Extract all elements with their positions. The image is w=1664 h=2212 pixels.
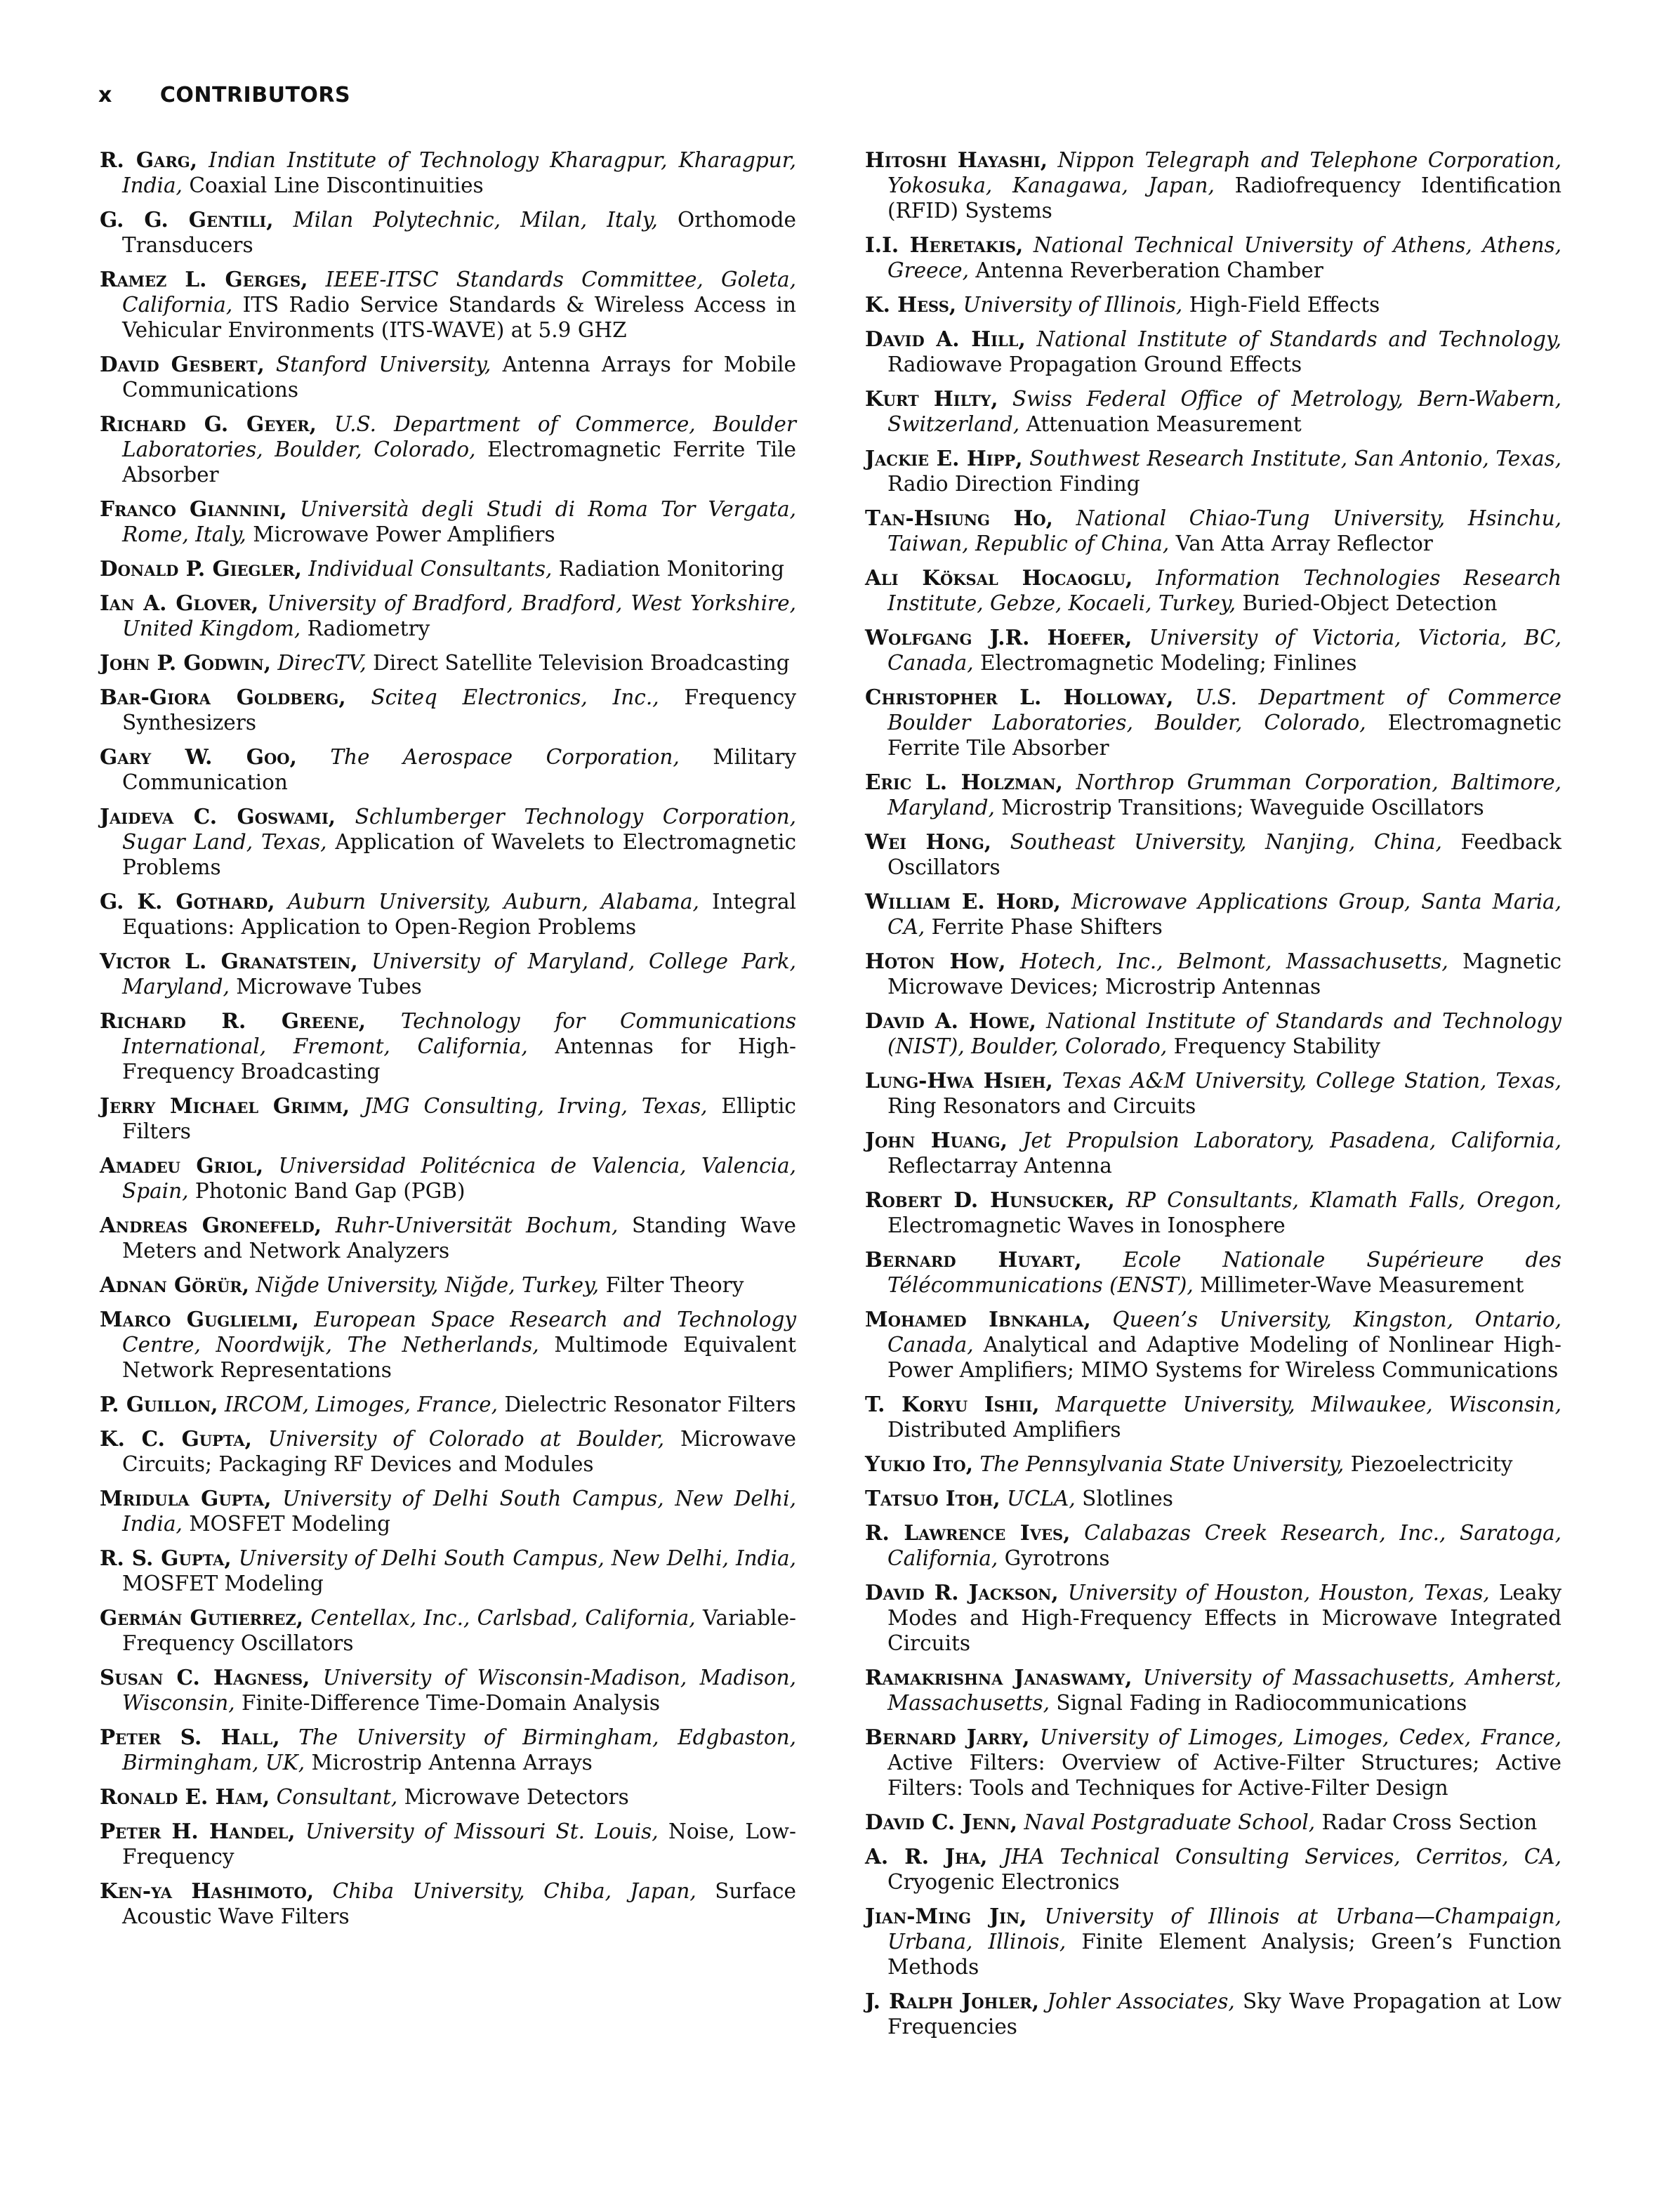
contributor-entry [100, 1093, 796, 1144]
contributor-entry [865, 1392, 1561, 1442]
contributor-entry [865, 1486, 1561, 1511]
contributor-affiliation: IRCOM, Limoges, France, [224, 1393, 498, 1416]
contributor-topics: Radiation Monitoring [558, 557, 785, 581]
contributor-topics: Radio Direction Finding [887, 472, 1140, 496]
contributor-affiliation: Jet Propulsion Laboratory, Pasadena, California, [1022, 1128, 1561, 1152]
contributor-name: Ken-ya Hashimoto, [100, 1878, 315, 1903]
contributor-affiliation: Auburn University, Auburn, Alabama, [287, 890, 699, 914]
contributor-entry [865, 506, 1561, 556]
contributor-affiliation: Marquette University, Milwaukee, Wisconsin, [1055, 1393, 1561, 1416]
contributor-topics: Integral Equations: Application to Open-Region Problems [122, 890, 796, 939]
contributor-entry [100, 1878, 796, 1929]
contributor-topics: Variable-Frequency Oscillators [122, 1606, 796, 1655]
contributor-entry [865, 1844, 1561, 1895]
contributor-topics: Ring Resonators and Circuits [887, 1094, 1196, 1118]
contributor-affiliation: University of Maryland, College Park, Maryland, [122, 949, 796, 999]
contributor-entry [865, 1580, 1561, 1656]
contributor-name: Christopher L. Holloway, [865, 685, 1174, 709]
contributor-affiliation: University of Massachusetts, Amherst, Massachusetts, [887, 1666, 1561, 1715]
contributor-name: Wei Hong, [865, 829, 992, 854]
contributor-affiliation: National Institute of Standards and Technology (NIST), Boulder, Colorado, [887, 1009, 1561, 1058]
contributor-topics: Buried-Object Detection [1242, 591, 1498, 615]
contributor-affiliation: Niğde University, Niğde, Turkey, [256, 1273, 600, 1297]
contributor-affiliation: National Institute of Standards and Technology, [1036, 327, 1561, 351]
contributor-affiliation: Schlumberger Technology Corporation, Sugar Land, Texas, [122, 805, 797, 854]
contributor-topics: Noise, Low-Frequency [122, 1819, 796, 1869]
contributor-affiliation: National Chiao-Tung University, Hsinchu, Taiwan, Republic of China, [887, 506, 1561, 555]
contributor-topics: Slotlines [1082, 1487, 1173, 1510]
contributor-affiliation: Milan Polytechnic, Milan, Italy, [293, 208, 658, 232]
contributor-topics: Sky Wave Propagation at Low Frequencies [887, 1989, 1561, 2039]
contributor-name: G. G. Gentili, [100, 207, 274, 232]
contributor-entry [100, 496, 796, 547]
contributor-entry [865, 327, 1561, 377]
contributor-affiliation: Naval Postgraduate School, [1024, 1810, 1316, 1834]
contributor-name: A. R. Jha, [865, 1844, 988, 1869]
contributor-topics: Antenna Reverberation Chamber [975, 258, 1323, 282]
contributor-affiliation: IEEE-ITSC Standards Committee, Goleta, California, [122, 268, 796, 317]
contributor-entry [865, 829, 1561, 880]
left-column [100, 147, 796, 1938]
contributor-entry [100, 1153, 796, 1204]
contributor-entry [865, 1008, 1561, 1059]
contributor-entry [865, 1307, 1561, 1383]
page-number: x [98, 83, 112, 107]
contributor-topics: Ferrite Phase Shifters [931, 915, 1163, 939]
contributor-topics: Van Atta Array Reflector [1175, 532, 1433, 555]
contributor-name: David Gesbert, [100, 352, 265, 376]
contributor-entry [100, 1307, 796, 1383]
contributor-entry [100, 591, 796, 641]
contributor-affiliation: Chiba University, Chiba, Japan, [332, 1879, 696, 1903]
contributor-entry [100, 1725, 796, 1775]
contributor-topics: Microwave Circuits; Packaging RF Devices and Modules [122, 1427, 796, 1476]
contributor-topics: Frequency Synthesizers [122, 685, 796, 735]
contributor-name: Mohamed Ibnkahla, [865, 1307, 1091, 1331]
contributor-entry [865, 1068, 1561, 1119]
contributor-entry [100, 650, 796, 676]
contributor-name: Mridula Gupta, [100, 1486, 272, 1510]
contributor-affiliation: National Technical University of Athens, Athens, Greece, [887, 233, 1561, 282]
contributor-name: John Huang, [865, 1128, 1008, 1152]
contributor-topics: Filter Theory [605, 1273, 744, 1297]
contributor-topics: Finite-Difference Time-Domain Analysis [242, 1691, 661, 1715]
page-header [98, 83, 350, 107]
contributor-affiliation: JMG Consulting, Irving, Texas, [364, 1094, 708, 1118]
contributor-entry [100, 1213, 796, 1263]
contributor-topics: Millimeter-Wave Measurement [1200, 1273, 1524, 1297]
contributor-topics: Microwave Detectors [404, 1785, 629, 1809]
contributor-entry [865, 232, 1561, 283]
contributor-topics: Electromagnetic Modeling; Finlines [980, 651, 1357, 675]
contributor-name: David R. Jackson, [865, 1580, 1059, 1605]
contributor-name: Andreas Gronefeld, [100, 1213, 322, 1237]
contributor-affiliation: Nippon Telegraph and Telephone Corporation, Yokosuka, Kanagawa, Japan, [887, 148, 1561, 197]
contributor-entry [865, 1810, 1561, 1835]
contributor-topics: Electromagnetic Ferrite Tile Absorber [122, 437, 796, 487]
contributor-affiliation: European Space Research and Technology Centre, Noordwijk, The Netherlands, [122, 1308, 796, 1357]
contributor-affiliation: U.S. Department of Commerce, Boulder Laboratories, Boulder, Colorado, [122, 412, 796, 461]
contributor-affiliation: University of Houston, Houston, Texas, [1067, 1581, 1490, 1605]
contributor-affiliation: Southwest Research Institute, San Antonio, Texas, [1029, 447, 1561, 470]
contributor-name: David A. Howe, [865, 1008, 1036, 1033]
contributor-affiliation: University of Bradford, Bradford, West Yorkshire, United Kingdom, [122, 591, 796, 640]
contributor-topics: Microwave Tubes [236, 975, 422, 999]
contributor-entry [865, 1520, 1561, 1571]
contributor-affiliation: Calabazas Creek Research, Inc., Saratoga, California, [887, 1521, 1561, 1570]
contributor-topics: Radiowave Propagation Ground Effects [887, 353, 1302, 376]
contributor-topics: Piezoelectricity [1350, 1452, 1513, 1476]
contributor-name: Germán Gutierrez, [100, 1605, 304, 1630]
contributor-name: Kurt Hilty, [865, 386, 998, 411]
contributor-topics: Leaky Modes and High-Frequency Effects in Microwave Integrated Circuits [887, 1581, 1561, 1655]
contributor-entry [865, 889, 1561, 940]
contributor-entry [100, 1605, 796, 1656]
contributor-affiliation: Individual Consultants, [308, 557, 553, 581]
contributor-topics: Magnetic Microwave Devices; Microstrip Antennas [887, 949, 1561, 999]
contributor-entry [100, 207, 796, 258]
contributor-topics: Electromagnetic Waves in Ionosphere [887, 1213, 1286, 1237]
contributor-name: Lung-Hwa Hsieh, [865, 1068, 1053, 1093]
contributor-entry [865, 770, 1561, 820]
contributor-entry [100, 1784, 796, 1810]
contributor-affiliation: Technology for Communications International, Fremont, California, [122, 1009, 796, 1058]
right-column [865, 147, 1561, 2048]
contributor-name: K. Hess, [865, 292, 957, 317]
contributor-topics: Microstrip Antenna Arrays [311, 1751, 593, 1775]
contributor-topics: Finite Element Analysis; Green’s Function Methods [887, 1930, 1561, 1979]
contributor-name: John P. Godwin, [100, 650, 271, 675]
contributor-name: G. K. Gothard, [100, 889, 275, 914]
contributor-entry [100, 267, 796, 343]
contributor-name: Robert D. Hunsucker, [865, 1187, 1115, 1212]
contributor-name: Jian-Ming Jin, [865, 1904, 1027, 1928]
contributor-entry [100, 1008, 796, 1084]
contributor-name: Victor L. Granatstein, [100, 949, 358, 973]
contributor-name: Hoton How, [865, 949, 1006, 973]
contributor-affiliation: DirecTV, [277, 651, 367, 675]
contributor-affiliation: University of Missouri St. Louis, [305, 1819, 659, 1843]
contributor-topics: Surface Acoustic Wave Filters [122, 1879, 796, 1928]
contributor-name: Bernard Huyart, [865, 1247, 1082, 1272]
contributor-entry [100, 804, 796, 880]
contributor-name: Jaideva C. Goswami, [100, 804, 336, 829]
contributor-entry [100, 744, 796, 795]
contributor-affiliation: UCLA, [1007, 1487, 1076, 1510]
contributor-affiliation: Texas A&M University, College Station, Texas, [1062, 1069, 1561, 1093]
contributor-affiliation: Sciteq Electronics, Inc., [371, 685, 659, 709]
contributor-affiliation: University of Delhi South Campus, New Delhi, India, [122, 1487, 796, 1536]
contributor-name: Ali Köksal Hocaoglu, [865, 565, 1133, 590]
contributor-topics: Frequency Stability [1173, 1034, 1380, 1058]
contributor-name: Peter S. Hall, [100, 1725, 280, 1749]
contributor-affiliation: Hotech, Inc., Belmont, Massachusetts, [1019, 949, 1448, 973]
contributor-name: Franco Giannini, [100, 496, 287, 521]
contributor-topics: Direct Satellite Television Broadcasting [373, 651, 790, 675]
contributor-topics: Cryogenic Electronics [887, 1870, 1120, 1894]
contributor-name: J. Ralph Johler, [865, 1989, 1039, 2013]
contributor-topics: Signal Fading in Radiocommunications [1056, 1691, 1467, 1715]
contributor-topics: Photonic Band Gap (PGB) [194, 1179, 465, 1203]
contributor-topics: MOSFET Modeling [122, 1572, 324, 1595]
contributor-name: R. Garg, [100, 147, 197, 172]
contributor-affiliation: The University of Birmingham, Edgbaston, Birmingham, UK, [122, 1725, 796, 1775]
contributor-affiliation: JHA Technical Consulting Services, Cerritos, CA, [1003, 1845, 1561, 1869]
contributor-topics: Radiometry [307, 617, 430, 640]
contributor-affiliation: University of Limoges, Limoges, Cedex, France, [1039, 1725, 1561, 1749]
contributor-topics: Military Communication [122, 745, 796, 794]
contributor-affiliation: Southeast University, Nanjing, China, [1010, 830, 1442, 854]
contributor-entry [865, 446, 1561, 496]
contributor-affiliation: RP Consultants, Klamath Falls, Oregon, [1125, 1188, 1561, 1212]
contributor-topics: Analytical and Adaptive Modeling of Nonlinear High-Power Amplifiers; MIMO Systems for Wireless Communications [887, 1333, 1561, 1382]
contributor-topics: Distributed Amplifiers [887, 1418, 1121, 1442]
contributor-topics: Elliptic Filters [122, 1094, 796, 1143]
contributor-affiliation: University of Delhi South Campus, New Delhi, India, [238, 1546, 796, 1570]
contributor-entry [100, 412, 796, 487]
contributor-entry [865, 949, 1561, 999]
contributor-name: Bernard Jarry, [865, 1725, 1030, 1749]
contributor-entry [100, 1665, 796, 1716]
contributor-topics: Application of Wavelets to Electromagnetic Problems [122, 830, 797, 879]
contributor-entry [865, 625, 1561, 676]
contributor-affiliation: Ecole Nationale Supérieure des Télécommunications (ENST), [887, 1248, 1561, 1297]
contributor-entry [865, 386, 1561, 437]
contributor-entry [865, 1247, 1561, 1298]
contributor-topics: High-Field Effects [1189, 293, 1380, 317]
contributor-entry [100, 1272, 796, 1298]
contributor-affiliation: Johler Associates, [1047, 1989, 1235, 2013]
contributor-affiliation: Ruhr-Universität Bochum, [335, 1213, 619, 1237]
section-title: CONTRIBUTORS [159, 83, 351, 107]
contributor-name: Eric L. Holzman, [865, 770, 1063, 794]
contributor-affiliation: U.S. Department of Commerce Boulder Laboratories, Boulder, Colorado, [887, 685, 1561, 735]
contributor-topics: Orthomode Transducers [122, 208, 796, 257]
contributor-name: Adnan Görür, [100, 1272, 250, 1297]
contributor-topics: Feedback Oscillators [887, 830, 1562, 879]
contributor-name: P. Guillon, [100, 1392, 218, 1416]
contributor-affiliation: University of Wisconsin-Madison, Madison, Wisconsin, [122, 1666, 796, 1715]
contributor-topics: Antennas for High-Frequency Broadcasting [122, 1034, 797, 1084]
contributor-name: Amadeu Griol, [100, 1153, 264, 1178]
contributor-affiliation: The Aerospace Corporation, [330, 745, 680, 769]
contributor-name: Yukio Ito, [865, 1451, 974, 1476]
contributor-topics: Electromagnetic Ferrite Tile Absorber [887, 711, 1561, 760]
contributor-affiliation: Università degli Studi di Roma Tor Vergata, Rome, Italy, [122, 497, 796, 546]
contributor-name: William E. Hord, [865, 889, 1061, 914]
contributor-name: Ramez L. Gerges, [100, 267, 308, 291]
contributor-topics: Multimode Equivalent Network Representations [122, 1333, 796, 1382]
contributor-name: Peter H. Handel, [100, 1819, 296, 1843]
contributor-entry [865, 1187, 1561, 1238]
contributor-topics: Antenna Arrays for Mobile Communications [122, 353, 796, 402]
contributor-entry [100, 1819, 796, 1869]
contributor-entry [100, 685, 796, 735]
contributor-name: Hitoshi Hayashi, [865, 147, 1048, 172]
contributor-entry [865, 1989, 1561, 2039]
contributor-topics: ITS Radio Service Standards & Wireless Access in Vehicular Environments (ITS-WAVE) at 5.9 GHZ [122, 293, 796, 342]
contributor-name: Ronald E. Ham, [100, 1784, 270, 1809]
contributor-topics: Radar Cross Section [1321, 1810, 1538, 1834]
contributor-affiliation: Stanford University, [275, 353, 491, 376]
contributor-name: Jackie E. Hipp, [865, 446, 1023, 470]
contributor-entry [100, 556, 796, 581]
contributor-entry [100, 1392, 796, 1417]
contributor-name: K. C. Gupta, [100, 1426, 252, 1451]
contributor-name: David C. Jenn, [865, 1810, 1018, 1834]
contributor-name: Jerry Michael Grimm, [100, 1093, 350, 1118]
contributor-name: R. S. Gupta, [100, 1546, 232, 1570]
contributor-name: Donald P. Giegler, [100, 556, 302, 581]
contributor-entry [865, 685, 1561, 761]
contributor-affiliation: University of Illinois, [963, 293, 1183, 317]
contributor-name: Ramakrishna Janaswamy, [865, 1665, 1133, 1690]
contributor-entry [100, 1426, 796, 1477]
contributor-entry [100, 352, 796, 402]
contributor-name: Ian A. Glover, [100, 591, 259, 615]
contributor-entry [865, 1725, 1561, 1800]
contributor-entry [865, 147, 1561, 223]
contributor-name: Marco Guglielmi, [100, 1307, 299, 1331]
contributor-topics: Reflectarray Antenna [887, 1154, 1112, 1178]
contributor-affiliation: Swiss Federal Office of Metrology, Bern-Wabern, Switzerland, [887, 387, 1561, 436]
contributor-name: R. Lawrence Ives, [865, 1520, 1071, 1545]
contributor-name: Gary W. Goo, [100, 744, 297, 769]
contributor-affiliation: The Pennsylvania State University, [979, 1452, 1345, 1476]
contributor-affiliation: University of Colorado at Boulder, [268, 1427, 665, 1451]
contributor-topics: Standing Wave Meters and Network Analyzers [122, 1213, 796, 1263]
contributor-topics: Radiofrequency Identification (RFID) Systems [887, 173, 1561, 223]
contributor-name: Richard R. Greene, [100, 1008, 367, 1033]
contributor-affiliation: Indian Institute of Technology Kharagpur, Kharagpur, India, [122, 148, 796, 197]
contributor-topics: Attenuation Measurement [1026, 412, 1302, 436]
contributor-entry [100, 889, 796, 940]
contributor-name: David A. Hill, [865, 327, 1026, 351]
contributor-name: Wolfgang J.R. Hoefer, [865, 625, 1133, 650]
contributor-entry [865, 1451, 1561, 1477]
contributor-topics: MOSFET Modeling [189, 1512, 391, 1536]
contributor-topics: Dielectric Resonator Filters [504, 1393, 796, 1416]
contributor-topics: Microwave Power Amplifiers [253, 522, 555, 546]
contributor-topics: Microstrip Transitions; Waveguide Oscillators [1001, 796, 1484, 819]
contributor-name: T. Koryu Ishii, [865, 1392, 1040, 1416]
contributor-topics: Active Filters: Overview of Active-Filter Structures; Active Filters: Tools and Techniques for Active-Filter Design [887, 1751, 1561, 1800]
contributor-name: Richard G. Geyer, [100, 412, 317, 436]
contributor-entry [100, 1486, 796, 1536]
contributor-topics: Coaxial Line Discontinuities [189, 173, 484, 197]
contributor-name: Bar-Giora Goldberg, [100, 685, 346, 709]
contributor-affiliation: University of Illinois at Urbana—Champaign, Urbana, Illinois, [887, 1904, 1561, 1954]
contributor-name: I.I. Heretakis, [865, 232, 1024, 257]
contributor-entry [865, 292, 1561, 317]
contributor-entry [100, 949, 796, 999]
contributor-affiliation: Universidad Politécnica de Valencia, Valencia, Spain, [122, 1154, 796, 1203]
contributor-affiliation: Queen’s University, Kingston, Ontario, Canada, [887, 1308, 1561, 1357]
contributor-name: Tatsuo Itoh, [865, 1486, 1001, 1510]
contributor-name: Tan-Hsiung Ho, [865, 506, 1053, 530]
contributor-entry [865, 1665, 1561, 1716]
contributor-entry [865, 1904, 1561, 1980]
contributor-entry [100, 147, 796, 198]
contributor-affiliation: Centellax, Inc., Carlsbad, California, [310, 1606, 696, 1630]
contributor-affiliation: University of Victoria, Victoria, BC, Canada, [887, 626, 1561, 675]
contributor-entry [865, 1128, 1561, 1178]
contributor-name: Susan C. Hagness, [100, 1665, 310, 1690]
contributor-entry [100, 1546, 796, 1596]
contributor-affiliation: Information Technologies Research Institute, Gebze, Kocaeli, Turkey, [887, 566, 1562, 615]
contributor-affiliation: Consultant, [276, 1785, 398, 1809]
contributor-affiliation: Northrop Grumman Corporation, Baltimore, Maryland, [887, 770, 1561, 819]
contributor-topics: Gyrotrons [1004, 1546, 1110, 1570]
contributor-affiliation: Microwave Applications Group, Santa Maria, CA, [887, 890, 1561, 939]
contributor-entry [865, 565, 1561, 616]
